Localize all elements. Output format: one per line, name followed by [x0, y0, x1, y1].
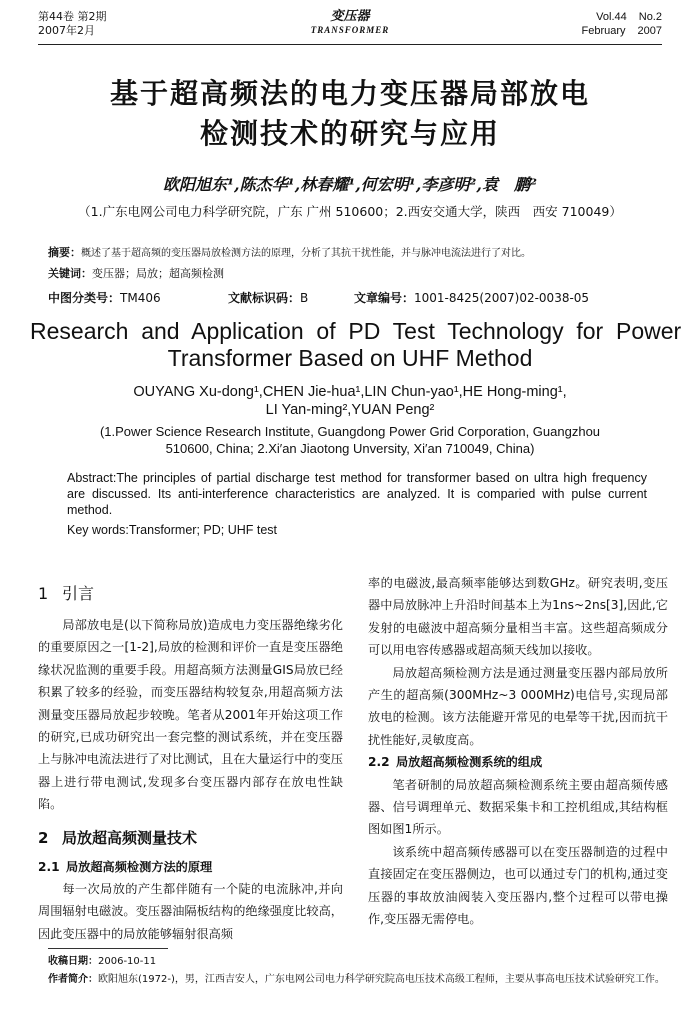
- footnote-author-bio: [48, 972, 668, 987]
- header-year-en: 2007: [637, 25, 662, 37]
- section-2-2-paragraph-1: 笔者研制的局放超高频检测系统主要由超高频传感器、信号调理单元、数据采集卡和工控机组成,其结构框图如图1所示。: [368, 777, 668, 837]
- keywords-cn: [48, 267, 658, 281]
- clc-number: [48, 289, 161, 306]
- abstract-en: [67, 470, 647, 518]
- article-number: [354, 289, 589, 306]
- article-label: 文章编号：: [354, 291, 415, 305]
- section-2-1-paragraph-2: 局放超高频检测方法是通过测量变压器内部局放所产生的超高频(300MHz~3 000MHz)电信号,实现局部放电的检测。该方法能避开常见的电晕等干扰,因而抗干扰性能好,灵敏度高。: [368, 665, 668, 747]
- authors-en-line1: OUYANG Xu-dong¹,CHEN Jie-hua¹,LIN Chun-yao¹,HE Hong-ming¹,: [133, 384, 567, 400]
- paper-title-en-line1: Research and Application of PD Test Technology for Power: [30, 318, 682, 344]
- affiliation-cn: （1.广东电网公司电力科学研究院，广东 广州 510600；2.西安交通大学，陕西 西安 710049）: [78, 204, 622, 219]
- section-2-heading: [38, 826, 343, 850]
- received-date: 2006-10-11: [98, 956, 157, 967]
- header-volume-en: Vol.44: [596, 11, 627, 23]
- doc-value: B: [300, 291, 309, 305]
- keywords-en-label: Key words:: [67, 523, 129, 537]
- section-2-title: 局放超高频测量技术: [62, 828, 198, 847]
- abstract-cn-label: 摘要：: [48, 246, 81, 259]
- abstract-en-label: Abstract:: [67, 471, 117, 485]
- running-header: [38, 10, 662, 44]
- paper-title-en-line2: Transformer Based on UHF Method: [167, 345, 533, 371]
- clc-value: TM406: [120, 291, 161, 305]
- section-1-paragraph: 局部放电是(以下简称局放)造成电力变压器绝缘劣化的重要原因之一[1-2],局放的检测和评价一直是变压器绝缘状况监测的重要手段。用超高频方法测量GIS局放已经积累了较多的经验，而变压器结构较复杂,用超高频方法测量变压器局放起步较晚。笔者从2001年开始这项工作的研究,已成功研究出一套完整的测试系统，并在变压器上与脉冲电流法进行了对比测试，且在大量运行中的变压器上进行带电测试,发现多台变压器内部存在放电性缺陷。: [38, 618, 343, 812]
- section-2-2-number: 2.2: [368, 755, 390, 770]
- abstract-cn-text: 概述了基于超高频的变压器局放检测方法的原理，分析了其抗干扰性能，并与脉冲电流法进行了对比。: [81, 248, 531, 259]
- affiliation-en: [30, 423, 670, 457]
- header-number-en: No.2: [638, 11, 662, 23]
- affiliation-en-line1: (1.Power Science Research Institute, Guangdong Power Grid Corporation, Guangzhou: [99, 424, 601, 439]
- journal-name-en: TRANSFORMER: [310, 25, 390, 35]
- header-divider: [38, 44, 662, 45]
- received-label: 收稿日期：: [48, 956, 98, 967]
- clc-label: 中图分类号：: [48, 291, 121, 305]
- section-2-2-title: 局放超高频检测系统的组成: [396, 755, 543, 770]
- section-1-title: 引言: [62, 584, 95, 603]
- affiliation-en-line2: 510600, China; 2.Xi′an Jiaotong Unversity, Xi′an 710049, China): [165, 441, 535, 456]
- header-issue-cn: [38, 10, 107, 38]
- article-value: 1001-8425(2007)02-0038-05: [414, 291, 590, 305]
- section-2-1-paragraph: 每一次局放的产生都伴随有一个陡的电流脉冲,并向周围辐射电磁波。变压器油隔板结构的绝缘强度比较高，因此变压器中的局放能够辐射很高频: [38, 882, 343, 941]
- footnote-divider: [48, 948, 168, 949]
- body-column-right: [368, 572, 668, 931]
- body-column-left: [38, 572, 343, 945]
- keywords-cn-text: 变压器；局放；超高频检测: [92, 267, 224, 280]
- section-2-2-heading: [368, 751, 668, 773]
- header-date-cn: 2007年2月: [38, 24, 95, 37]
- section-1-number: 1: [38, 584, 49, 603]
- paper-title-en: [30, 318, 682, 372]
- header-issue-en: [569, 10, 662, 38]
- authors-en: [30, 383, 670, 419]
- header-month-en: February: [581, 25, 626, 37]
- bio-label: 作者简介：: [48, 974, 98, 985]
- section-2-1-paragraph-cont: 率的电磁波,最高频率能够达到数GHz。研究表明,变压器中局放脉冲上升沿时间基本上为1ns~2ns[3],因此,它发射的电磁波中超高频分量相当丰富。这些超高频成分可以用电容传感器或超高频天线加以接收。: [368, 576, 668, 658]
- bio-text: 欧阳旭东(1972-)，男，江西吉安人，广东电网公司电力科学研究院高电压技术高级工程师，主要从事高电压技术试验研究工作。: [98, 974, 665, 985]
- journal-masthead: [311, 10, 390, 36]
- header-volume-cn: 第44卷 第2期: [38, 10, 107, 23]
- doc-label: 文献标识码：: [228, 291, 301, 305]
- keywords-cn-label: 关键词：: [48, 267, 92, 280]
- section-2-number: 2: [38, 828, 49, 847]
- abstract-en-text: The principles of partial discharge test method for transformer based on ultra high frequency are discussed. Its anti-interference characteristics are analyzed. It is comparied with pulse current method.: [67, 471, 647, 517]
- paper-title-cn-line1: 基于超高频法的电力变压器局部放电: [109, 77, 590, 110]
- keywords-en: [67, 522, 647, 538]
- section-1-heading: [38, 582, 343, 606]
- abstract-cn: [48, 246, 658, 261]
- section-2-1-title: 局放超高频检测方法的原理: [66, 859, 213, 874]
- doc-code: [228, 289, 308, 306]
- section-2-2-paragraph-2: 该系统中超高频传感器可以在变压器制造的过程中直接固定在变压器侧边，也可以通过专门的机构,通过变压器的事故放油阀装入变压器内,整个过程可以带电操作,变压器无需停电。: [368, 844, 668, 927]
- authors-en-line2: LI Yan-ming²,YUAN Peng²: [265, 402, 435, 418]
- authors-cn: 欧阳旭东¹,陈杰华¹,林春耀¹,何宏明¹,李彦明²,袁 鹏²: [163, 175, 537, 194]
- journal-name-cn: 变压器: [330, 9, 370, 24]
- keywords-en-text: Transformer; PD; UHF test: [128, 523, 278, 537]
- paper-title-cn-line2: 检测技术的研究与应用: [199, 117, 500, 150]
- footnote-received: [48, 954, 668, 969]
- section-2-1-heading: [38, 856, 343, 878]
- paper-title-cn: [0, 74, 700, 154]
- section-2-1-number: 2.1: [38, 859, 60, 874]
